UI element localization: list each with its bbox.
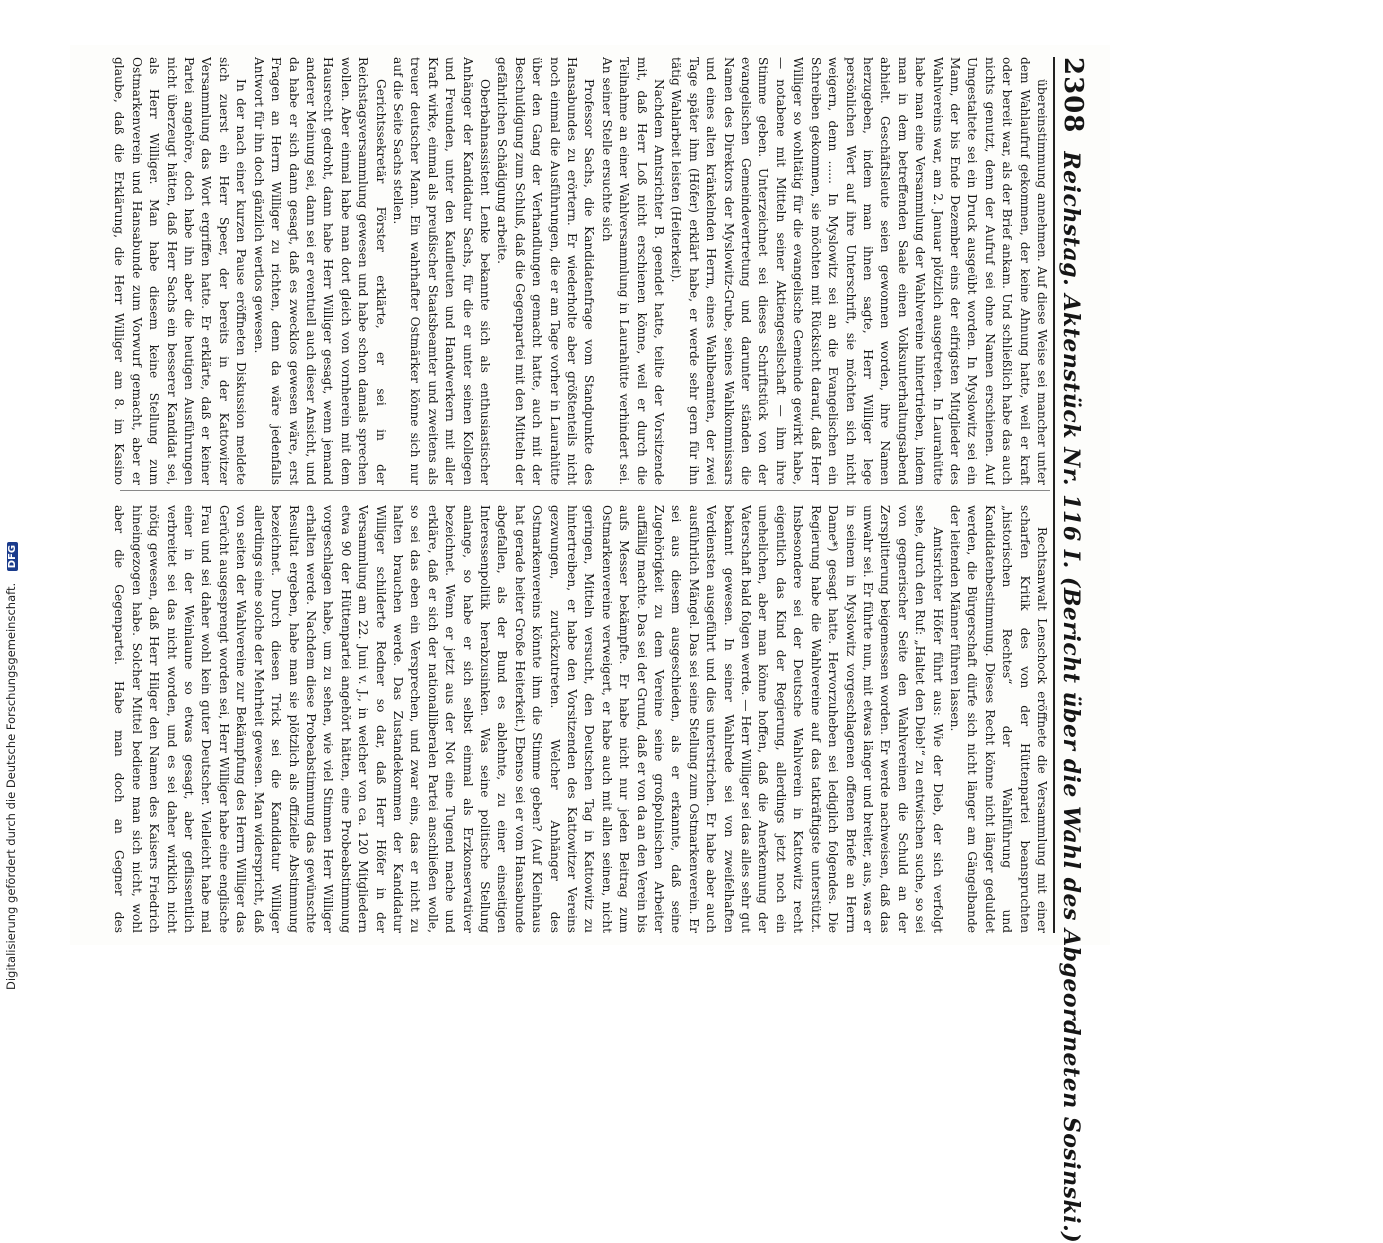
paragraph: Amtsrichter Höfer führt aus: Wie der Dieb, der sich verfolgt sehe, durch den Ruf: „Haltet den Dieb!“ zu entwischen suche, so sei von gegnerischer Seite den Wahlvereinen die Schuld an der Zersplitterung beigemessen worden. Er werde nachweisen, daß das unwahr sei. Er führte nun, mit etwas länger und breiter, aus, was er in seinem in Myslowitz vorgeschlagenen offenen Briefe an Herrn Dame*) gesagt hatte. Hervorzuheben sei lediglich folgendes. Die Regierung habe die Wahlvereine auf das tatkräftigste unterstützt. Insbesondere sei der Deutsche Wahlverein in Kattowitz recht eigentlich das Kind der Regierung, allerdings jetzt noch ein unehelichen, aber man könne hoffen, daß die Anerkennung der Vaterschaft bald folgen werde. — Herr Williger sei das alles sehr gut bekannt gewesen. In seiner Wahlrede sei von zweifelhaften Verdiensten ausgeführt und dies unterstrichen. Er habe aber auch ausführlich Mängel. Das sei seine Stellung zum Ostmarkenverein. Er sei aus diesem ausgeschieden, als er erkannte, daß seine Zugehörigkeit zu dem Vereine seine großpolnischen Arbeiter auffällig machte. Das sei der Grund, daß er von da an den Verein bis aufs Messer bekämpfte. Er habe nicht nur jeden Beitrag zum Ostmarkenvereine verweigert, er habe auch mit allen seinen, nicht geringen, Mitteln versucht, den Deutschen Tag in Kattowitz zu hintertreiben, er habe den Vorsitzenden des Kattowitzer Vereins gezwungen, zurückzutreten. Welcher Anhänger des Ostmarkenvereins könnte ihm die Stimme geben? (Auf Kleinhaus hat gerade heiter Große Heiterkeit.) Ebenso sei er vom Hansabunde abgefallen, als der Bund es ablehnte, zu einer einseitigen Interessenpolitik herabzusinken. Was seine politische Stellung anlange, so habe er sich selbst einmal als Erzkonservativer bezeichnet. Wenn er jetzt aus der Not eine Tugend mache und erkläre, daß er sich der nationalliberalen Partei anschließen wolle, so sei das eben ein Versprechen, und zwar eins, das er nicht zu halten brauchen werde. Das Zustandekommen der Kandidatur Williger schilderte Redner so dar, daß Herr Höfer in der Versammlung am 22. Juni v. J., in welcher von ca. 120 Mitgliedern etwa 90 der Hüttenpartei angehört hätten, eine Probeabstimmung vorgeschlagen habe, um zu sehen, wie viel Stimmen Herr Williger erhalten werde. Nachdem diese Probeabstimmung das gewünschte Resultat ergeben, habe man sie plötzlich als offizielle Abstimmung bezeichnet. Durch diesen Trick sei die Kandidatur Williger allerdings eine solche der Mehrheit gewesen. Man widerspricht, daß von seiten der Wahlvereine zur Bekämpfung des Herrn Williger das Gerücht ausgesprengt worden sei, Herr Williger habe eine englische Frau und sei daher wohl kein guter Deutscher. Vielleicht habe mal einer in der Weinlaune so etwas gesagt, aber geflissentlich verbreitet sei das nicht worden, und es sei daher wirklich nicht nötig gewesen, daß Herr Hilger den Namen des Kaisers Friedrich hineingezogen habe. Solcher Mittel bediene man sich nicht, wohl aber die Gegenpartei. Habe man doch an Gegner des [112,505,945,933]
credit-text: Digitalisierung gefördert durch die Deutsche Forschungsgemeinschaft. [4,582,18,990]
digitization-credit [4,542,18,990]
paragraph: Oberbahnassistent Lenke bekannte sich als enthusiastischer Anhänger der Kandidatur Sachs, für die er unter seinen Kollegen und Freunden, unter den Kaufleuten und Handwerkern mit aller Kraft wirke, einmal als preußischer Staatsbeamter und zweitens als treuer deutscher Mann. Ein wahrhafter Ostmärker könne sich nur auf die Seite Sachs stellen. [390,57,492,485]
column-divider [120,490,1050,491]
text-column-right [110,505,1050,933]
page-content-rotated [70,45,1110,1243]
paragraph: Nachdem Amtsrichter B. geendet hatte, teilte der Vorsitzende mit, daß Herr Loß nicht erschienen könne, weil er durch die Teilnahme an einer Wahlversammlung in Laurahütte verhindert sei. An seiner Stelle ersuchte sich [599,57,667,485]
digitization-credit-strip [0,0,40,1000]
page-header [1053,57,1102,1243]
dfg-logo: DFG [7,542,18,571]
page-number: 2308 [1058,57,1088,134]
scanned-page [70,45,1110,1243]
paragraph: Gerichtssekretär Förster erklärte, er sei in der Reichstagsversammlung gewesen und habe schon damals sprechen wollen. Aber einmal habe man dort gleich von vornherein mit dem Hausrecht gedroht, dann habe Herr Williger gesagt, wenn jemand anderer Meinung sei, dann sei er eventuell auch dieser Ansicht, und da habe er sich dann gesagt, daß es zwecklos gewesen wäre, erst Fragen an Herrn Williger zu richten, denn da wäre jedenfalls Antwort für ihn doch gänzlich wertlos gewesen. [251,57,388,485]
running-title: Reichstag. Aktenstück Nr. 116 I. (Bericht über die Wahl des Abgeordneten Sosinski.) [1058,151,1084,1243]
paragraph: Professor Sachs, die Kandidatenfrage vom Standpunkte des Hansabundes zu erörtern. Er wiederholte aber größtenteils nicht noch einmal die Ausführungen, die er am Tage vorher in Laurahütte über den Gang der Verhandlungen gemacht hatte, auch mit der Beschuldigung zum Schluß, daß die Gegenpartei mit den Mitteln der gefährlichen Schädigung arbeite. [495,57,597,485]
paragraph: übereinstimmung annehmen. Auf diese Weise sei mancher unter dem Wahlaufruf gekommen, der keine Ahnung hatte, weil er kraft oder bereit war, als der Brief ankam. Und schließlich habe das auch nichts genutzt, denn der Aufruf sei ohne Namen erschienen. Auf Umgestaltete sei ein Druck ausgeübt worden. In Myslowitz sei ein Mann, der bis Ende Dezember eins der eifrigsten Mitglieder des Wahlvereins war, am 2. Januar plötzlich ausgetreten. In Laurahütte habe man eine Versammlung der Wahlvereine hintertrieben, indem man in dem betreffenden Saale einen Volksunterhaltungsabend abhielt. Geschäftsleute seien gewonnen worden, ihre Namen herzugeben, indem man ihnen sagte, Herr Williger lege persönlichen Wert auf ihre Unterschrift, sie möchten sich nicht weigern, denn ...... In Myslowitz sei an die Evangelischen ein Schreiben gekommen, sie möchten mit Rücksicht darauf, daß Herr Williger so wohltätig für die evangelische Gemeinde gewirkt habe, — notabene mit Mitteln seiner Aktiengesellschaft — ihm ihre Stimme geben. Unterzeichnet sei dieses Schriftstück von der evangelischen Gemeindevertretung und darunter ständen die Namen des Direktors der Myslowitz-Grube, seines Wahlkommissars und eines alten kränkelnden Herrn, eines Wahlbeamten, der zwei Tage später ihm (Höfer) erklärt habe, er werde sehr gern für ihn tätig Wahlarbeit leisten (Heiterkeit). [669,57,1049,485]
paragraph: Rechtsanwalt Lenschock eröffnete die Versammlung mit einer scharfen Kritik des von der Hüttenpartei beanspruchten „historischen Rechtes“ der Wahlführung und Kandidatenbestimmung. Dieses Recht könne nicht länger geduldet werden, die Bürgerschaft dürfe sich nicht länger am Gängelbande der leitenden Männer führen lassen. [947,505,1049,933]
paragraph: In der nach einer kurzen Pause eröffneten Diskussion meldete sich zuerst ein Herr Speer, der bereits in der Kattowitzer Versammlung das Wort ergriffen hatte. Er erklärte, daß er keiner Partei angehöre, doch habe ihn aber die heutigen Ausführungen nicht überzeugt hätten, daß Herr Sachs ein besserer Kandidat sei, als Herr Williger. Man habe diesem keine Stellung zum Ostmarkenverein und Hansabunde zum Vorwurf gemacht, aber er glaube, daß die Erklärung, die Herr Williger am 8. im Kasino [112,57,249,485]
text-column-left [110,57,1050,485]
